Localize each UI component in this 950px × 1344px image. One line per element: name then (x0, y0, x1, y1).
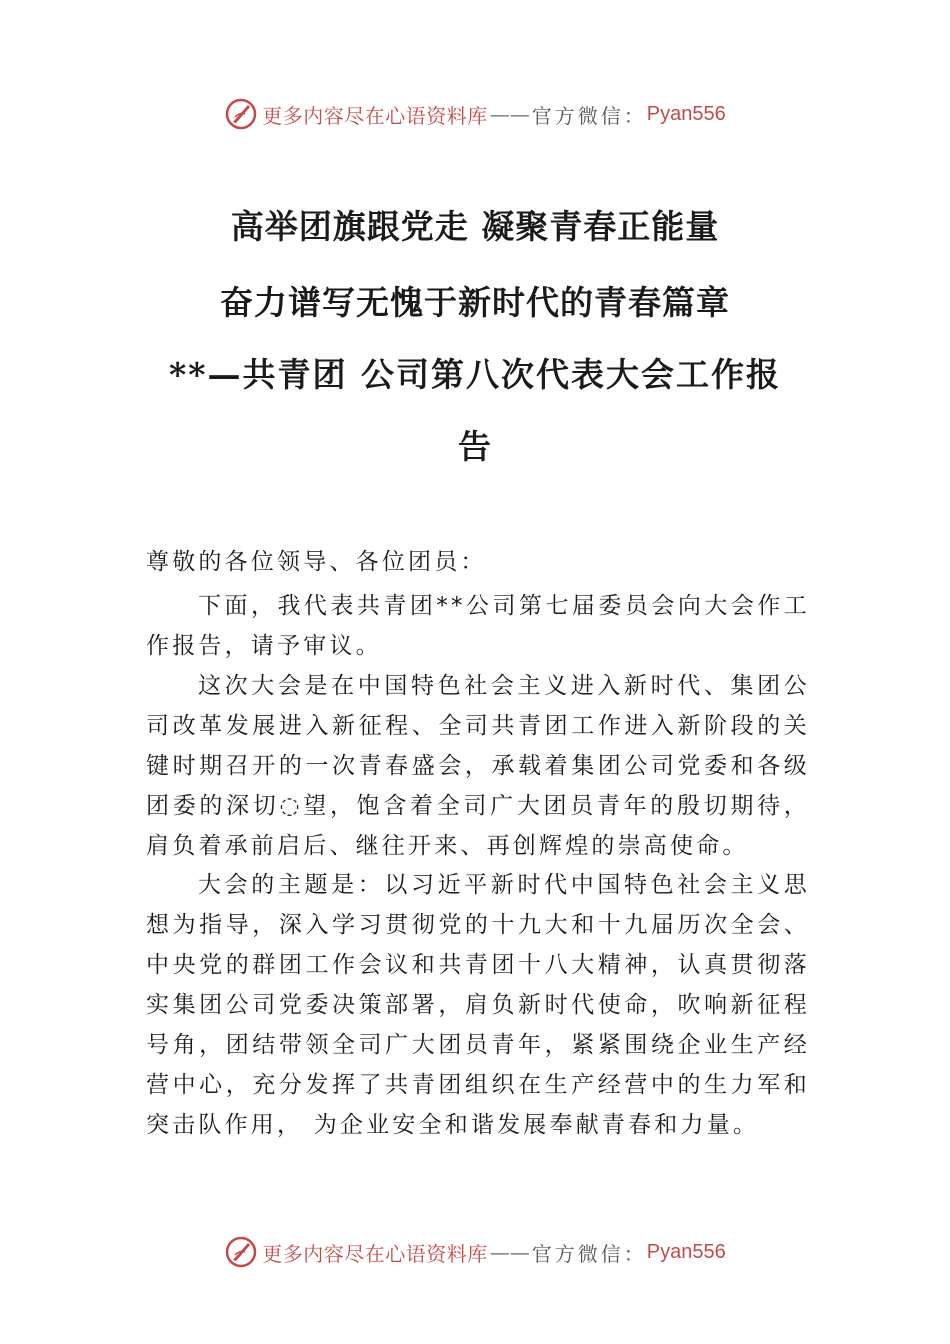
paragraph-3: 大会的主题是：以习近平新时代中国特色社会主义思想为指导，深入学习贯彻党的十九大和十九届历次全会、中央党的群团工作会议和共青团十八大精神，认真贯彻落实集团公司党委决策部署，肩负新时代使命，吹响新征程号角，团结带领全司广大团员青年，紧紧围绕企业生产经营中心，充分发挥了共青团组织在生产经营中的生力军和突击队作用， 为企业安全和谐发展奉献青春和力量。 (146, 872, 810, 1138)
title-line-3: **—共青团 公司第八次代表大会工作报 (168, 355, 781, 394)
title-line-1: 高举团旗跟党走 凝聚青春正能量 (230, 207, 720, 246)
title-line-4: 告 (458, 427, 492, 466)
header-banner (0, 94, 950, 134)
banner-separator: —— (489, 102, 530, 126)
quill-seal-icon (224, 1235, 258, 1269)
footer-banner (0, 1232, 950, 1272)
banner-text: 更多内容尽在心语资料库 (262, 103, 488, 128)
banner-separator: —— (489, 1240, 530, 1264)
wechat-label: 官方微信： (531, 103, 647, 128)
salutation: 尊敬的各位领导、各位团员： (146, 549, 487, 575)
wechat-id: Pyan556 (646, 1240, 726, 1263)
quill-seal-icon (224, 97, 258, 131)
wechat-label: 官方微信： (531, 1241, 647, 1266)
paragraph-1: 下面，我代表共青团**公司第七届委员会向大会作工作报告，请予审议。 (146, 593, 810, 659)
title-line-2: 奋力谱写无愧于新时代的青春篇章 (220, 283, 730, 322)
banner-text: 更多内容尽在心语资料库 (262, 1241, 488, 1266)
wechat-id: Pyan556 (646, 102, 726, 125)
paragraph-2: 这次大会是在中国特色社会主义进入新时代、集团公司改革发展进入新征程、全司共青团工作进入新阶段的关键时期召开的一次青春盛会，承载着集团公司党委和各级团委的深切◌望，饱含着全司广大团员青年的殷切期待，肩负着承前启后、继往开来、再创辉煌的崇高使命。 (146, 673, 810, 859)
